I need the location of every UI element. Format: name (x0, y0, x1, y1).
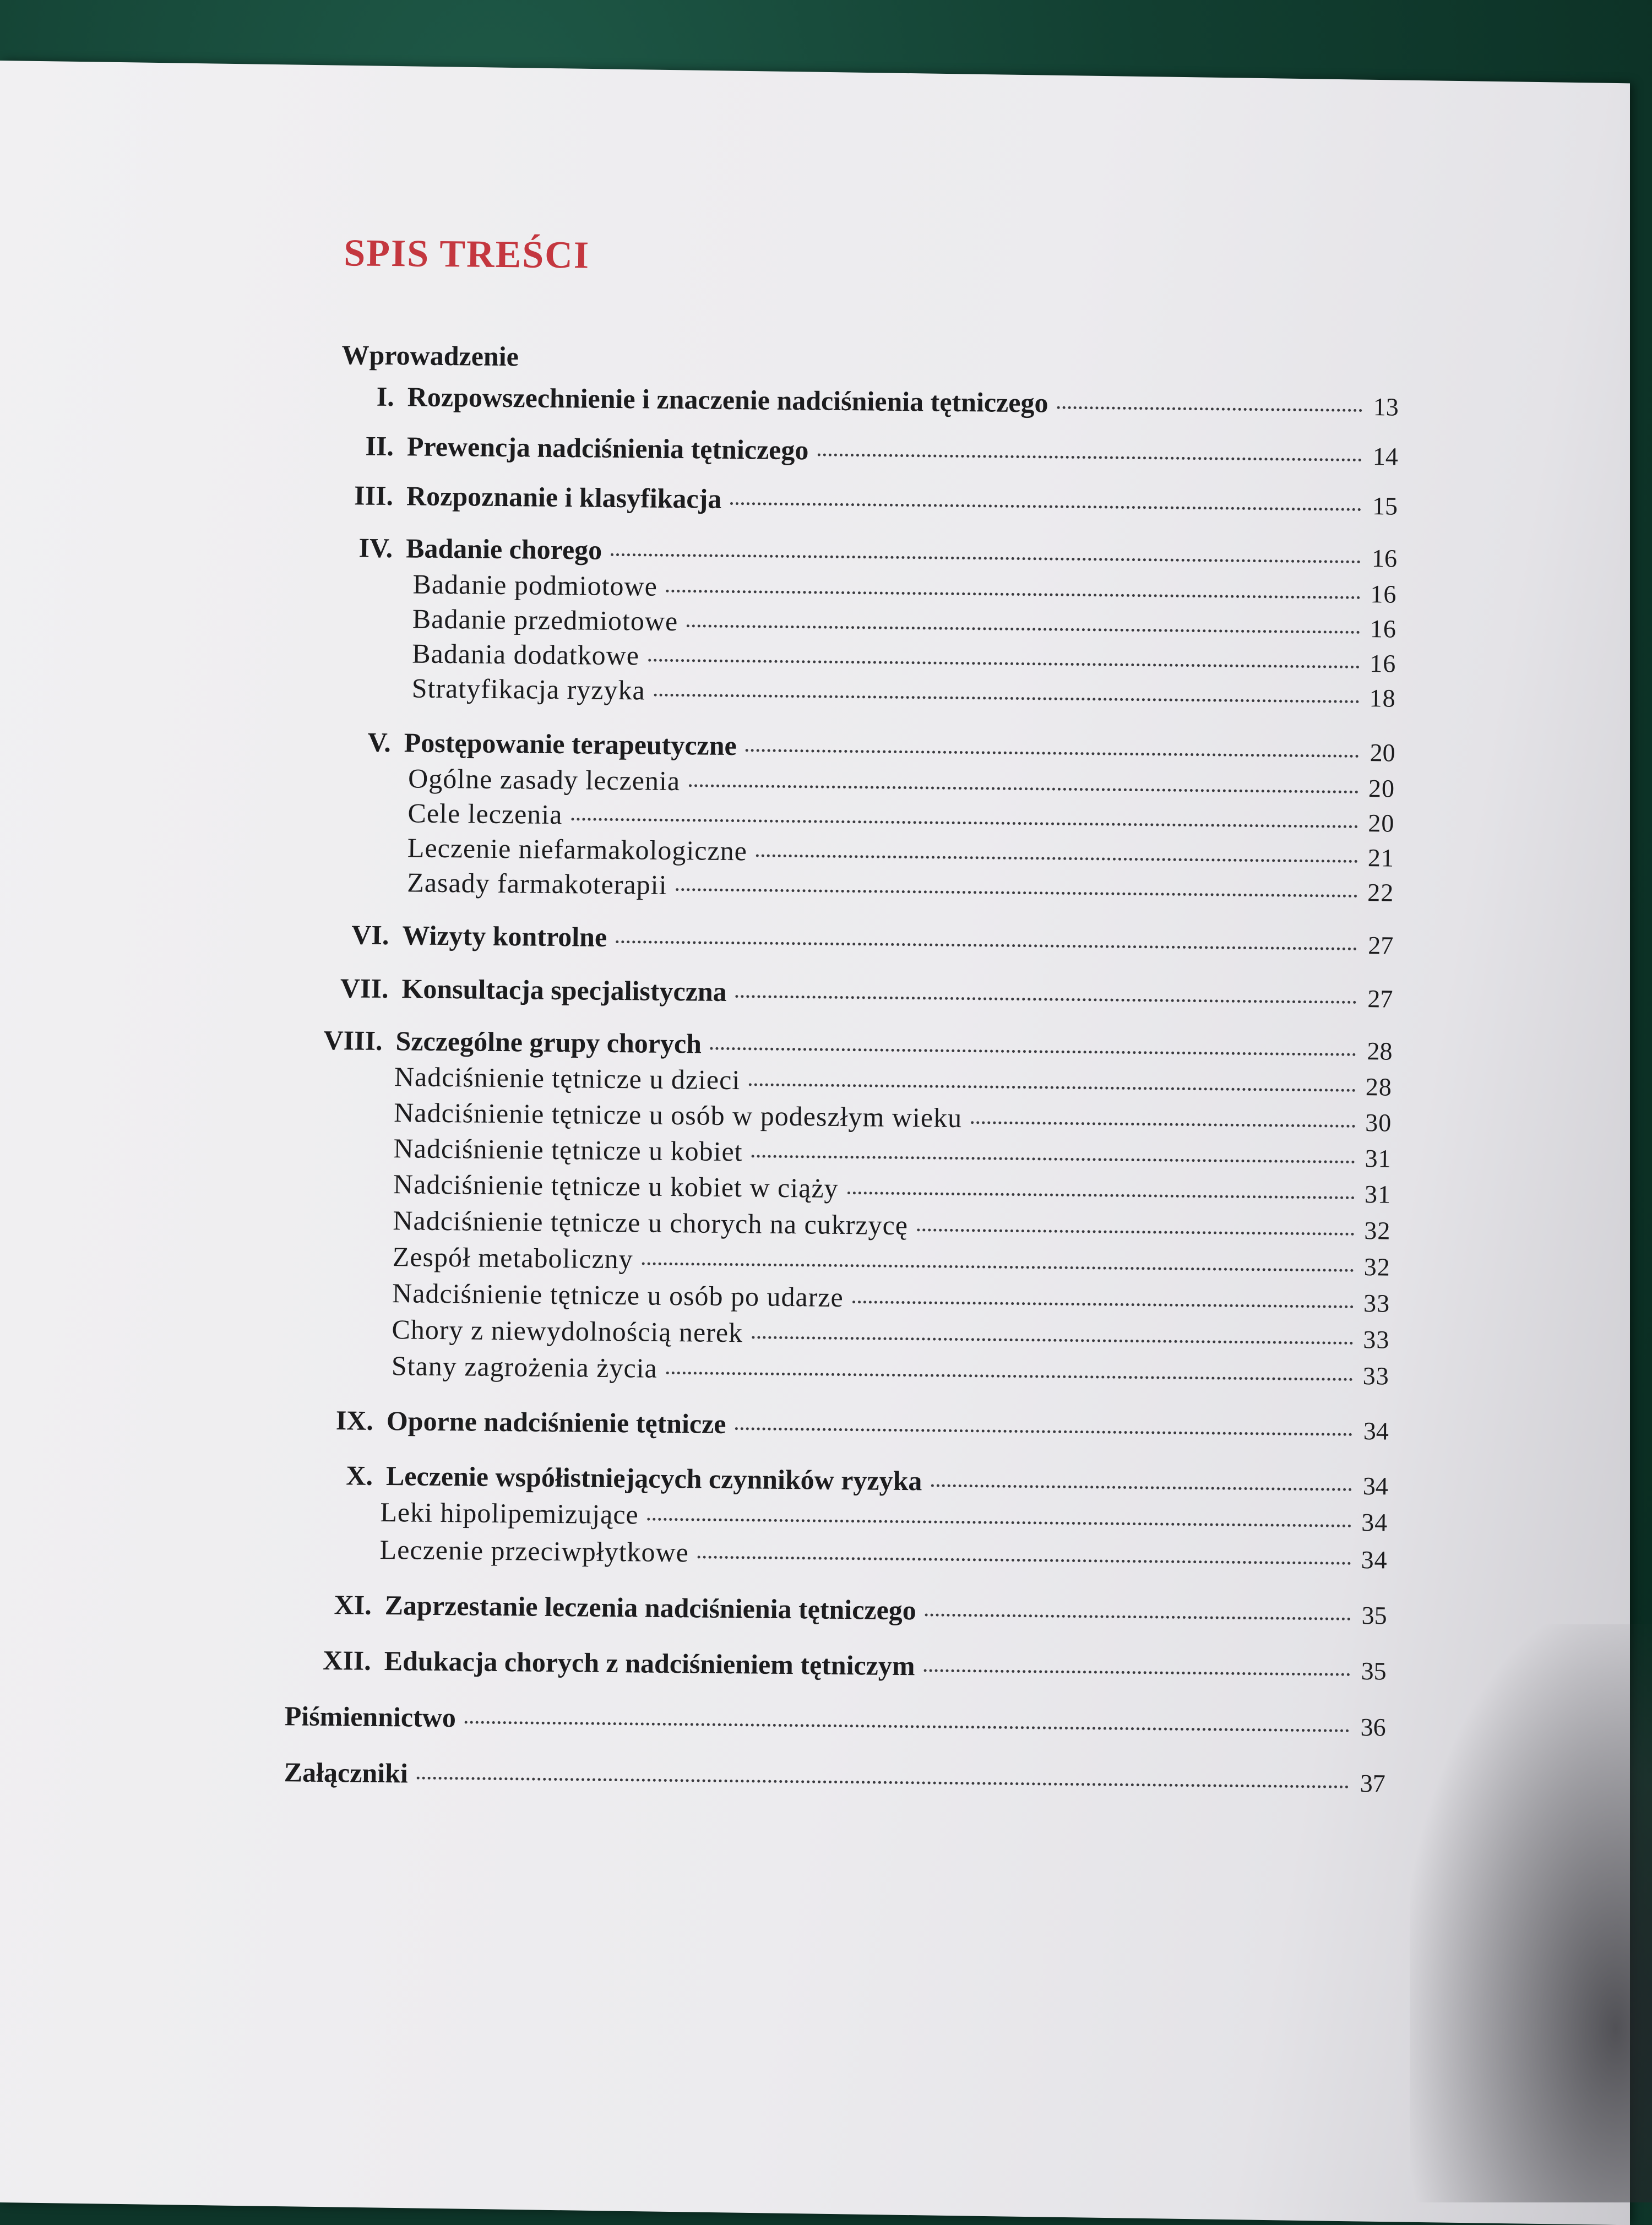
page-number: 27 (1367, 984, 1393, 1013)
dot-leader (710, 1047, 1356, 1056)
chapter-title: Szczególne grupy chorych (395, 1025, 702, 1059)
chapter-title: Rozpowszechnienie i znaczenie nadciśnienia tętniczego (407, 381, 1048, 418)
toc-chapter (308, 972, 1393, 1021)
page-number: 16 (1371, 544, 1398, 573)
dot-leader (648, 1518, 1352, 1527)
chapter-title: Leczenie współistniejących czynników ryzyka (385, 1460, 922, 1497)
toc-end-section (284, 1756, 1385, 1805)
chapter-numeral: XI. (334, 1589, 372, 1620)
chapter-title: Rozpoznanie i klasyfikacja (406, 480, 722, 514)
subsection-title: Ogólne zasady leczenia (407, 763, 681, 797)
dot-leader (642, 1263, 1354, 1272)
dot-leader (749, 1083, 1356, 1092)
chapter-title: Konsultacja specjalistyczna (401, 973, 727, 1007)
dot-leader (611, 553, 1361, 563)
page-number: 20 (1368, 774, 1395, 803)
toc-end-section (284, 1700, 1386, 1749)
dot-leader (616, 940, 1357, 950)
toc-chapter (308, 918, 1394, 967)
chapter-title: Edukacja chorych z nadciśnieniem tętniczym (384, 1645, 915, 1682)
chapter-title: Prewencja nadciśnienia tętniczego (406, 431, 809, 466)
page-number: 28 (1367, 1037, 1393, 1065)
dot-leader (1057, 406, 1362, 412)
section-title: Załączniki (284, 1756, 409, 1789)
dot-leader (666, 1372, 1353, 1381)
dot-leader (417, 1777, 1349, 1788)
subsection-title: Nadciśnienie tętnicze u kobiet w ciąży (393, 1168, 839, 1204)
page-number: 32 (1364, 1216, 1391, 1245)
page-number: 20 (1368, 809, 1395, 837)
page-number: 32 (1363, 1253, 1390, 1281)
dot-leader (923, 1669, 1350, 1675)
subsection-title: Stratyfikacja ryzyka (411, 672, 645, 706)
page-number: 13 (1373, 393, 1399, 421)
chapter-title: Oporne nadciśnienie tętnicze (386, 1405, 726, 1439)
section-title: Piśmiennictwo (284, 1700, 457, 1733)
subsection-title: Badania dodatkowe (412, 638, 640, 671)
chapter-title: Badanie chorego (405, 532, 602, 565)
page-number: 33 (1362, 1362, 1390, 1390)
dot-leader (931, 1484, 1351, 1491)
subsection-title: Nadciśnienie tętnicze u chorych na cukrzycę (393, 1205, 909, 1241)
dot-leader (648, 659, 1360, 668)
subsection-title: Zespół metaboliczny (392, 1241, 633, 1275)
dot-leader (676, 888, 1357, 897)
chapter-numeral: III. (354, 480, 394, 512)
chapter-numeral: II. (365, 430, 394, 462)
subsection-title: Leczenie przeciwpłytkowe (379, 1533, 689, 1568)
page-number: 14 (1372, 442, 1399, 471)
toc-chapter (287, 1644, 1387, 1693)
chapter-numeral: VII. (340, 972, 389, 1004)
chapter-numeral: XII. (322, 1644, 372, 1676)
toc-chapter (324, 380, 1399, 429)
page-number: 31 (1364, 1180, 1392, 1209)
subsection-title: Leczenie niefarmakologiczne (407, 832, 748, 867)
page-number: 35 (1361, 1601, 1387, 1630)
dot-leader (689, 784, 1358, 793)
page-number: 33 (1363, 1289, 1390, 1318)
subsection-title: Badanie przedmiotowe (412, 603, 678, 637)
page-number: 21 (1367, 844, 1395, 872)
chapter-title: Zaprzestanie leczenia nadciśnienia tętniczego (384, 1590, 917, 1626)
page-number: 34 (1361, 1546, 1388, 1574)
dot-leader (735, 1427, 1352, 1436)
page-number: 31 (1365, 1144, 1392, 1173)
page-number: 18 (1369, 684, 1396, 712)
dot-leader (817, 453, 1362, 461)
subsection-title: Nadciśnienie tętnicze u osób w podeszłym wieku (394, 1097, 963, 1134)
page-number: 22 (1367, 878, 1394, 907)
subsection-title: Nadciśnienie tętnicze u kobiet (393, 1133, 743, 1167)
page-number: 15 (1372, 492, 1398, 520)
page-number: 30 (1365, 1108, 1392, 1137)
chapter-title: Postępowanie terapeutyczne (404, 727, 737, 761)
chapter-title: Wizyty kontrolne (402, 920, 607, 953)
page-number: 37 (1360, 1769, 1385, 1798)
page-number: 16 (1370, 580, 1397, 608)
page-number: 28 (1365, 1073, 1393, 1101)
dot-leader (666, 590, 1361, 599)
toc-intro: Wprowadzenie (341, 339, 519, 372)
dot-leader (752, 1336, 1353, 1344)
subsection-title: Stany zagrożenia życia (391, 1350, 658, 1384)
chapter-numeral: X. (346, 1460, 373, 1491)
page-number: 35 (1361, 1657, 1387, 1685)
dot-leader (917, 1228, 1354, 1236)
dot-leader (736, 995, 1357, 1004)
dot-leader (746, 749, 1359, 758)
chapter-numeral: VIII. (323, 1024, 383, 1056)
dot-leader (925, 1613, 1351, 1620)
page-number: 16 (1370, 614, 1397, 643)
dot-leader (571, 818, 1358, 828)
dot-leader (852, 1301, 1354, 1308)
subsection-title: Cele leczenia (407, 797, 563, 830)
chapter-numeral: IV. (358, 532, 393, 564)
subsection-title: Badanie podmiotowe (412, 568, 658, 602)
chapter-numeral: I. (376, 380, 395, 412)
page-number: 34 (1363, 1417, 1389, 1445)
page-number: 16 (1369, 649, 1396, 678)
chapter-numeral: VI. (351, 919, 389, 951)
toc-chapter (298, 1404, 1389, 1453)
page-number: 27 (1368, 931, 1394, 960)
dot-leader (847, 1192, 1354, 1199)
dot-leader (687, 624, 1360, 634)
chapter-numeral: V. (367, 726, 392, 758)
page-number: 33 (1363, 1325, 1390, 1354)
subsection-title: Chory z niewydolnością nerek (392, 1314, 743, 1348)
dot-leader (698, 1555, 1351, 1564)
subsection-title: Nadciśnienie tętnicze u dzieci (394, 1061, 741, 1096)
chapter-numeral: IX. (335, 1405, 374, 1436)
subsection-title: Nadciśnienie tętnicze u osób po udarze (392, 1277, 844, 1313)
dot-leader (465, 1721, 1350, 1732)
page-title: SPIS TREŚCI (343, 232, 590, 277)
page-number: 20 (1370, 738, 1395, 767)
toc-chapter (324, 429, 1399, 478)
page-number: 36 (1360, 1713, 1386, 1742)
page-number: 34 (1361, 1508, 1388, 1537)
subsection-title: Zasady farmakoterapii (407, 867, 667, 900)
toc-chapter (324, 479, 1398, 528)
dot-leader (654, 694, 1360, 703)
dot-leader (971, 1121, 1355, 1128)
toc-chapter (288, 1588, 1387, 1637)
subsection-title: Leki hipolipemizujące (380, 1496, 639, 1530)
page-number: 34 (1362, 1472, 1389, 1500)
dot-leader (752, 1155, 1355, 1163)
dot-leader (730, 502, 1361, 511)
dot-leader (756, 854, 1358, 862)
